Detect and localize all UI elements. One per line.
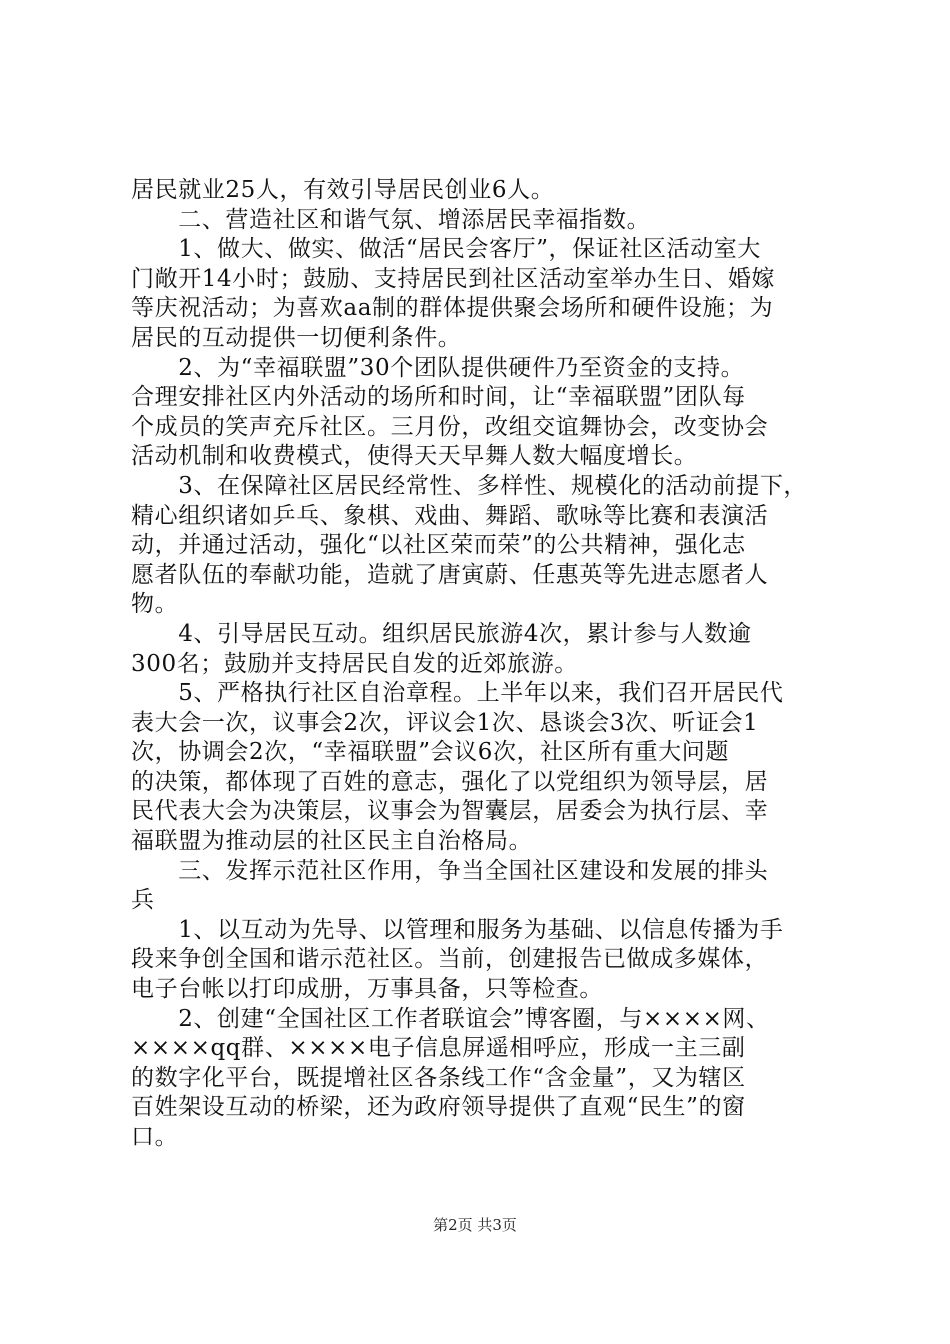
section-heading: 二、营造社区和谐气氛、增添居民幸福指数。 [131, 206, 651, 233]
text-line: 2、为“幸福联盟”30个团队提供硬件乃至资金的支持。 [131, 354, 745, 381]
text-line: 的数字化平台，既提增社区各条线工作“含金量”，又为辖区 [131, 1064, 746, 1091]
text-line: 5、严格执行社区自治章程。上半年以来，我们召开居民代 [131, 680, 784, 707]
text-line: 表大会一次，议事会2次，评议会1次、恳谈会3次、听证会1 [131, 709, 759, 736]
text-line: 民代表大会为决策层，议事会为智囊层，居委会为执行层、幸 [131, 798, 769, 825]
text-line: 精心组织诸如乒乓、象棋、戏曲、舞蹈、歌咏等比赛和表演活 [131, 502, 769, 529]
text-line: 1、做大、做实、做活“居民会客厅”，保证社区活动室大 [131, 236, 761, 263]
text-line: 300名；鼓励并支持居民自发的近郊旅游。 [131, 650, 578, 677]
text-line: 段来争创全国和谐示范社区。当前，创建报告已做成多媒体， [131, 946, 769, 973]
text-line: 居民的互动提供一切便利条件。 [131, 324, 462, 351]
text-line: 2、创建“全国社区工作者联谊会”博客圈，与××××网、 [131, 1005, 770, 1032]
text-line: 合理安排社区内外活动的场所和时间，让“幸福联盟”团队每 [131, 384, 746, 411]
text-line: 1、以互动为先导、以管理和服务为基础、以信息传播为手 [131, 916, 784, 943]
text-line: 个成员的笑声充斥社区。三月份，改组交谊舞协会，改变协会 [131, 413, 769, 440]
text-line: 福联盟为推动层的社区民主自治格局。 [131, 828, 533, 855]
text-line: 兵 [131, 887, 155, 914]
text-line: 电子台帐以打印成册，万事具备，只等检查。 [131, 976, 603, 1003]
document-body [131, 176, 831, 1153]
text-line: 居民就业25人，有效引导居民创业6人。 [131, 177, 555, 203]
text-line: ××××qq群、××××电子信息屏遥相呼应，形成一主三副 [131, 1035, 746, 1062]
text-line: 活动机制和收费模式，使得天天早舞人数大幅度增长。 [131, 443, 698, 470]
page-number-footer: 第2页 共3页 [433, 1216, 517, 1234]
text-line: 愿者队伍的奉献功能，造就了唐寅蔚、任惠英等先进志愿者人 [131, 561, 769, 588]
text-line: 等庆祝活动；为喜欢aa制的群体提供聚会场所和硬件设施；为 [131, 295, 774, 322]
text-line: 的决策，都体现了百姓的意志，强化了以党组织为领导层，居 [131, 768, 769, 795]
text-line: 3、在保障社区居民经常性、多样性、规模化的活动前提下， [131, 472, 808, 499]
text-line: 门敞开14小时；鼓励、支持居民到社区活动室举办生日、婚嫁 [131, 265, 776, 292]
text-line: 百姓架设互动的桥梁，还为政府领导提供了直观“民生”的窗 [131, 1094, 746, 1121]
text-line: 口。 [131, 1124, 179, 1150]
section-heading: 三、发挥示范社区作用，争当全国社区建设和发展的排头 [131, 857, 769, 884]
text-line: 次，协调会2次，“幸福联盟”会议6次，社区所有重大问题 [131, 739, 729, 766]
text-line: 动，并通过活动，强化“以社区荣而荣”的公共精神，强化志 [131, 532, 746, 559]
text-line: 物。 [131, 591, 179, 618]
text-line: 4、引导居民互动。组织居民旅游4次，累计参与人数逾 [131, 620, 752, 647]
